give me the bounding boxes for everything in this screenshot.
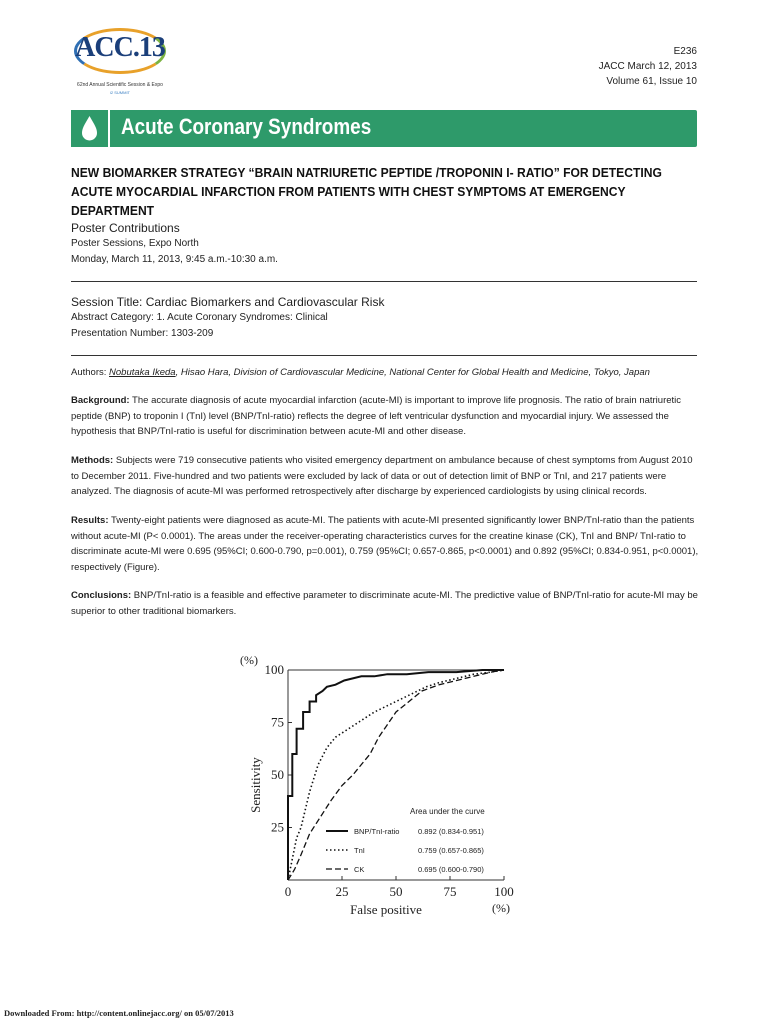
divider xyxy=(71,355,697,356)
conclusions-label: Conclusions: xyxy=(71,590,132,601)
acc-logo xyxy=(68,20,172,102)
background-label: Background: xyxy=(71,395,130,406)
x-tick-label: 25 xyxy=(335,884,349,899)
page-number: E236 xyxy=(673,46,697,57)
abstract-title: NEW BIOMARKER STRATEGY “BRAIN NATRIURETIC PEPTIDE /TROPONIN I- RATIO” FOR DETECTING ACUTE MYOCARDIAL INFARCTION FROM PATIENTS WITH CHEST SYMPTOMS AT EMERGENCY DEPARTMENT xyxy=(71,165,662,218)
conclusions-section xyxy=(71,588,699,619)
roc-chart xyxy=(232,650,532,920)
logo-subtitle-2: i2 SUMMIT xyxy=(110,90,130,95)
legend-series-name: TnI xyxy=(354,846,365,855)
download-note: Downloaded From: http://content.onlinejacc.org/ on 05/07/2013 xyxy=(4,1008,234,1018)
x-tick-label: 0 xyxy=(284,884,292,899)
logo-subtitle: 62nd Annual Scientific Session & Expo xyxy=(77,82,163,88)
results-section xyxy=(71,513,699,575)
x-tick-label: 75 xyxy=(443,884,457,899)
authors-label: Authors: xyxy=(71,367,110,378)
session-info xyxy=(71,294,697,342)
section-title: Acute Coronary Syndromes xyxy=(121,114,372,139)
background-section xyxy=(71,393,699,440)
poster-info xyxy=(71,220,697,268)
drop-icon xyxy=(71,110,110,147)
x-tick-label: 100 xyxy=(494,884,514,899)
y-unit-label: (%) xyxy=(240,653,258,667)
journal-meta xyxy=(599,44,697,89)
legend-title: Area under the curve xyxy=(410,807,485,816)
session-title: Session Title: Cardiac Biomarkers and Cardiovascular Risk xyxy=(71,295,385,309)
results-label: Results: xyxy=(71,515,109,526)
y-tick-label: 25 xyxy=(271,819,284,835)
y-axis-label: Sensitivity xyxy=(248,757,263,813)
legend-series-name: CK xyxy=(354,865,365,874)
presenting-author: Nobutaka Ikeda xyxy=(109,367,176,378)
volume-issue: Volume 61, Issue 10 xyxy=(606,76,697,87)
poster-datetime: Monday, March 11, 2013, 9:45 a.m.-10:30 a.m. xyxy=(71,254,278,265)
x-tick-label: 50 xyxy=(389,884,403,899)
abstract-category: Abstract Category: 1. Acute Coronary Syndromes: Clinical xyxy=(71,312,328,323)
logo-text: ACC.13 xyxy=(75,32,165,63)
authors xyxy=(71,366,697,380)
section-banner xyxy=(71,110,697,147)
poster-session: Poster Sessions, Expo North xyxy=(71,238,199,249)
legend-series-name: BNP/TnI-ratio xyxy=(354,827,400,836)
methods-section xyxy=(71,453,699,500)
results-text: Twenty-eight patients were diagnosed as acute-MI. The patients with acute-MI presented significantly lower BNP/TnI-ratio than the patients without acute-MI (P< 0.0001). The areas under the receiver-operating characteristics curves for the creatine kinase (CK), TnI and BNP/ TnI-ratio to discriminate acute-MI were 0.695 (95%CI; 0.600-0.790, p=0.001), 0.759 (95%CI; 0.657-0.865, p<0.0001) and 0.892 (95%CI; 0.834-0.951, p<0.0001), respectively (Figure). xyxy=(71,515,699,573)
legend-series-auc: 0.759 (0.657-0.865) xyxy=(418,846,484,855)
issue-date: JACC March 12, 2013 xyxy=(598,61,697,72)
y-tick-label: 50 xyxy=(271,767,284,782)
poster-heading: Poster Contributions xyxy=(71,221,180,235)
methods-label: Methods: xyxy=(71,455,114,466)
divider xyxy=(71,281,697,282)
legend-series-auc: 0.892 (0.834-0.951) xyxy=(418,827,484,836)
conclusions-text: BNP/TnI-ratio is a feasible and effective parameter to discriminate acute-MI. The predictive value of BNP/TnI-ratio for acute-MI may be superior to other traditional biomarkers. xyxy=(71,590,698,617)
presentation-number: Presentation Number: 1303-209 xyxy=(71,328,214,339)
authors-affiliation: , Hisao Hara, Division of Cardiovascular Medicine, National Center for Global Health and Medicine, Tokyo, Japan xyxy=(175,367,650,378)
background-text: The accurate diagnosis of acute myocardial infarction (acute-MI) is important to improve life prognosis. The ratio of brain natriuretic peptide (BNP) to troponin I (TnI) level (BNP/TnI-ratio) reflects the degree of left ventricular dysfunction and myocardial injury. We assessed the hypothesis that BNP/TnI-ratio is useful for discrimination between acute-MI and other disease. xyxy=(71,395,682,437)
roc-figure xyxy=(232,650,532,920)
x-unit-label: (%) xyxy=(492,901,510,915)
x-axis-label: False positive xyxy=(350,902,422,917)
methods-text: Subjects were 719 consecutive patients who visited emergency department on ambulance because of chest symptoms from August 2010 to December 2011. Five-hundred and two patients were excluded by lack of data or out of detection limit of BNP or TnI, and 217 patients were analyzed. The diagnosis of acute-MI was performed retrospectively after discharge by experienced cardiologists by using clinical records. xyxy=(71,455,693,497)
y-tick-label: 100 xyxy=(264,662,284,677)
y-tick-label: 75 xyxy=(271,714,284,730)
legend-series-auc: 0.695 (0.600-0.790) xyxy=(418,865,484,874)
